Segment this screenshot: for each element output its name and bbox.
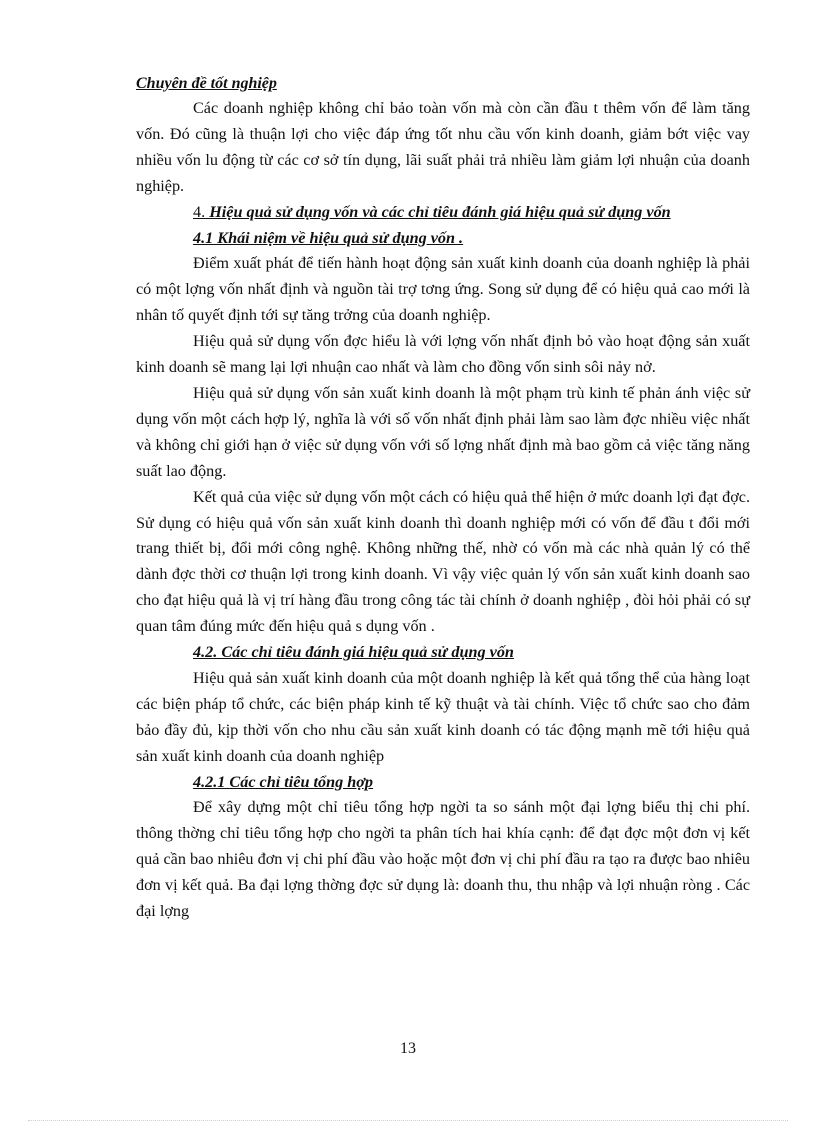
- running-header: Chuyên đề tốt nghiệp: [136, 75, 277, 92]
- section-number: 4.: [193, 202, 206, 221]
- paragraph-definition: Hiệu quả sử dụng vốn đợc hiểu là với lợng vốn nhất định bỏ vào hoạt động sản xuất kinh doanh sẽ mang lại lợi nhuận cao nhất và làm cho đồng vốn sinh sôi nảy nở.: [136, 332, 750, 377]
- page-number: 13: [400, 1040, 416, 1057]
- document-page: [136, 72, 750, 925]
- paragraph-intro: Các doanh nghiệp không chỉ bảo toàn vốn mà còn cần đầu t thêm vốn để làm tăng vốn. Đó cũng là thuận lợi cho việc đáp ứng tốt nhu cầu vốn kinh doanh, giảm bớt việc vay nhiều vốn lu động từ các cơ sở tín dụng, lãi suất phải trả nhiều làm giảm lợi nhuận của doanh nghiệp.: [136, 99, 750, 195]
- paragraph-results: Kết quả của việc sử dụng vốn một cách có hiệu quả thể hiện ở mức doanh lợi đạt đợc. Sử dụng có hiệu quả vốn sản xuất kinh doanh thì doanh nghiệp mới có vốn để đầu t đổi mới trang thiết bị, đổi mới công nghệ. Không những thế, nhờ có vốn mà các nhà quản lý có thể dành đợc thời cơ thuận lợi trong kinh doanh. Vì vậy việc quản lý vốn sản xuất kinh doanh sao cho đạt hiệu quả là vị trí hàng đầu trong công tác tài chính ở doanh nghiệp , đòi hỏi phải có sự quan tâm đúng mức đến hiệu quả s dụng vốn .: [136, 487, 750, 636]
- paragraph-composite-indicator: Để xây dựng một chỉ tiêu tổng hợp ngời ta so sánh một đại lợng biểu thị chi phí. thông thờng chỉ tiêu tổng hợp cho ngời ta phân tích hai khía cạnh: để đạt đợc một đơn vị kết quả cần bao nhiêu đơn vị chi phí đầu vào hoặc một đơn vị chi phí đầu ra tạo ra được bao nhiêu đơn vị kết quả. Ba đại lợng thờng đợc sử dụng là: doanh thu, thu nhập và lợi nhuận ròng . Các đại lợng: [136, 798, 750, 921]
- section-heading-4-2-1: 4.2.1 Các chỉ tiêu tổng hợp: [193, 772, 374, 791]
- paragraph-business-efficiency: Hiệu quả sản xuất kinh doanh của một doanh nghiệp là kết quả tổng thể của hàng loạt các biện pháp tổ chức, các biện pháp kinh tế kỹ thuật và tài chính. Việc tổ chức sao cho đảm bảo đầy đủ, kịp thời vốn cho nhu cầu sản xuất kinh doanh có tác động mạnh mẽ tới hiệu quả sản xuất kinh doanh của doanh nghiệp: [136, 668, 750, 765]
- footer-divider: [28, 1120, 788, 1121]
- paragraph-economic-category: Hiệu quả sử dụng vốn sản xuất kinh doanh là một phạm trù kinh tế phản ánh việc sử dụng vốn một cách hợp lý, nghĩa là với số vốn nhất định phải làm sao làm đợc nhiều việc nhất và không chỉ giới hạn ở việc sử dụng vốn với số lợng nhất định mà bao gồm cả việc tăng năng suất lao động.: [136, 383, 750, 480]
- section-heading-4: [136, 200, 750, 226]
- paragraph-starting-point: Điểm xuất phát để tiến hành hoạt động sản xuất kinh doanh của doanh nghiệp là phải có một lợng vốn nhất định và nguồn tài trợ tơng ứng. Song sử dụng để có hiệu quả cao mới là nhân tố quyết định tới sự tăng trởng của doanh nghiệp.: [136, 254, 750, 325]
- section-title: Hiệu quả sử dụng vốn và các chỉ tiêu đánh giá hiệu quả sử dụng vốn: [205, 202, 671, 221]
- section-heading-4-1: 4.1 Khái niệm về hiệu quả sử dụng vốn .: [193, 228, 464, 247]
- section-heading-4-2: 4.2. Các chỉ tiêu đánh giá hiệu quả sử dụng vốn: [193, 643, 514, 662]
